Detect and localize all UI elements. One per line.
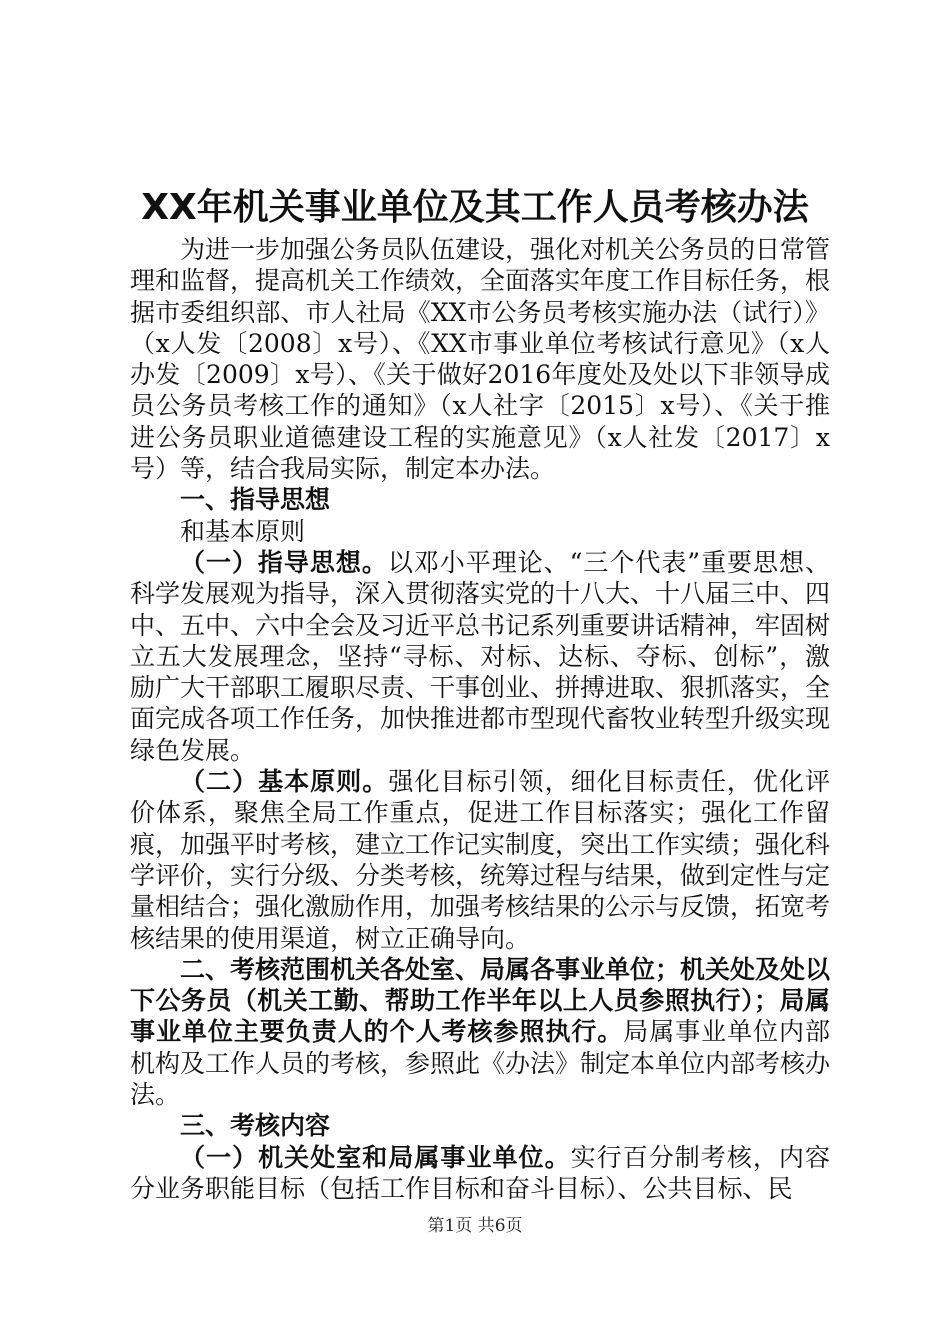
section1-heading: 一、指导思想 <box>180 485 331 515</box>
document-body <box>130 234 830 1204</box>
section1-paragraph-1-lead: （一）指导思想。 <box>180 547 388 577</box>
section2-bold-text: 二、考核范围机关各处室、局属各事业单位；机关处及处以下公务员（机关工勤、帮助工作半年以上人员参照执行）；局属事业单位主要负责人的个人考核参照执行。 <box>130 954 831 1047</box>
intro-paragraph: 为进一步加强公务员队伍建设，强化对机关公务员的日常管理和监督，提高机关工作绩效，全面落实年度工作目标任务，根据市委组织部、市人社局《XX市公务员考核实施办法（试行）》（x人发〔2008〕x号）、《XX市事业单位考核试行意见》（x人办发〔2009〕x号）、《关于做好2016年度处及处以下非领导成员公务员考核工作的通知》（x人社字〔2015〕x号）、《关于推进公务员职业道德建设工程的实施意见》（x人社发〔2017〕x号）等，结合我局实际，制定本办法。 <box>130 235 831 484</box>
section2-text: 局属事业单位内部机构及工作人员的考核，参照此《办法》制定本单位内部考核办法。 <box>130 1017 831 1110</box>
document-title: XX年机关事业单位及其工作人员考核办法 <box>141 187 809 228</box>
section1-paragraph-2-text: 强化目标引领，细化目标责任，优化评价体系，聚焦全局工作重点，促进工作目标落实；强化工作留痕，加强平时考核，建立工作记实制度，突出工作实绩；强化科学评价，实行分级、分类考核，统筹过程与结果，做到定性与定量相结合；强化激励作用，加强考核结果的公示与反馈，拓宽考核结果的使用渠道，树立正确导向。 <box>130 767 831 953</box>
section1-paragraph-1 <box>130 547 830 766</box>
section3-heading: 三、考核内容 <box>180 1111 331 1141</box>
section1-paragraph-2 <box>130 766 830 954</box>
section3-paragraph-1-text: 实行百分制考核，内容分业务职能目标（包括工作目标和奋斗目标）、公共目标、民 <box>130 1142 830 1203</box>
section3-paragraph-1-lead: （一）机关处室和局属事业单位。 <box>180 1142 571 1172</box>
page-number-footer: 第1页 共6页 <box>427 1216 523 1236</box>
section1-paragraph-2-lead: （二）基本原则。 <box>180 767 389 797</box>
section2-paragraph <box>130 954 830 1110</box>
section3-paragraph-1 <box>130 1142 830 1205</box>
section1-paragraph-1-text: 以邓小平理论、“三个代表”重要思想、科学发展观为指导，深入贯彻落实党的十八大、十八届三中、四中、五中、六中全会及习近平总书记系列重要讲话精神，牢固树立五大发展理念，坚持“寻标、对标、达标、夺标、创标”，激励广大干部职工履职尽责、干事创业、拼搏进取、狠抓落实，全面完成各项工作任务，加快推进都市型现代畜牧业转型升级实现绿色发展。 <box>130 547 831 765</box>
section1-subheading: 和基本原则 <box>180 516 306 546</box>
